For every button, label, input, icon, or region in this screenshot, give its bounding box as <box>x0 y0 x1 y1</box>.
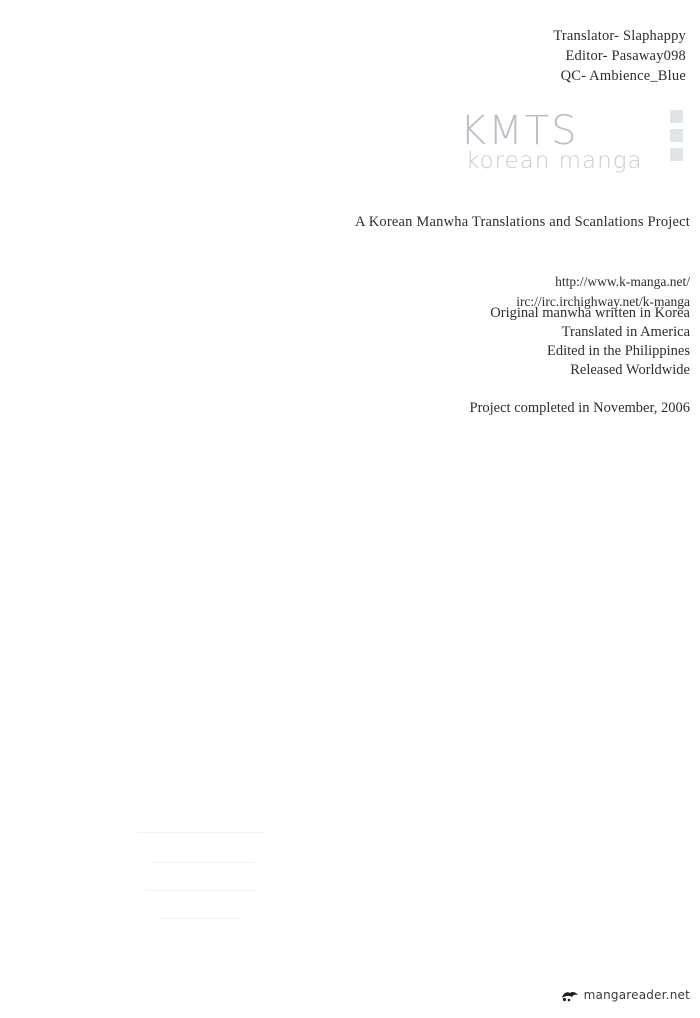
website-link[interactable]: http://www.k-manga.net/ <box>555 274 690 289</box>
scan-artifact <box>146 890 258 891</box>
kmts-logo-mark: KMTS <box>460 108 579 154</box>
kmts-logo-subtitle: korean manga <box>466 148 643 174</box>
scan-artifact <box>138 832 264 833</box>
production-notes <box>490 304 690 380</box>
square-1 <box>670 110 683 123</box>
square-2 <box>670 129 683 142</box>
production-line-3: Edited in the Philippines <box>547 343 690 359</box>
completion-date: Project completed in November, 2006 <box>469 400 690 416</box>
project-tagline: A Korean Manwha Translations and Scanlations Project <box>355 214 690 230</box>
credit-editor: Editor- Pasaway098 <box>565 48 686 64</box>
staff-credits <box>553 26 686 86</box>
scan-artifact <box>160 918 240 919</box>
credit-qc: QC- Ambience_Blue <box>560 68 686 84</box>
scan-artifact <box>150 862 254 863</box>
irc-link[interactable]: irc://irc.irchighway.net/k-manga <box>516 294 690 309</box>
mangareader-logo-icon <box>560 989 580 1002</box>
square-3 <box>670 148 683 161</box>
watermark-text: mangareader.net <box>583 988 690 1002</box>
production-line-1: Original manwha written in Korea <box>490 305 690 321</box>
kmts-logo <box>460 104 690 194</box>
credit-translator: Translator- Slaphappy <box>553 28 686 44</box>
squares-icon <box>670 110 690 167</box>
site-watermark <box>560 988 690 1002</box>
production-line-2: Translated in America <box>561 324 690 340</box>
production-line-4: Released Worldwide <box>570 362 690 378</box>
